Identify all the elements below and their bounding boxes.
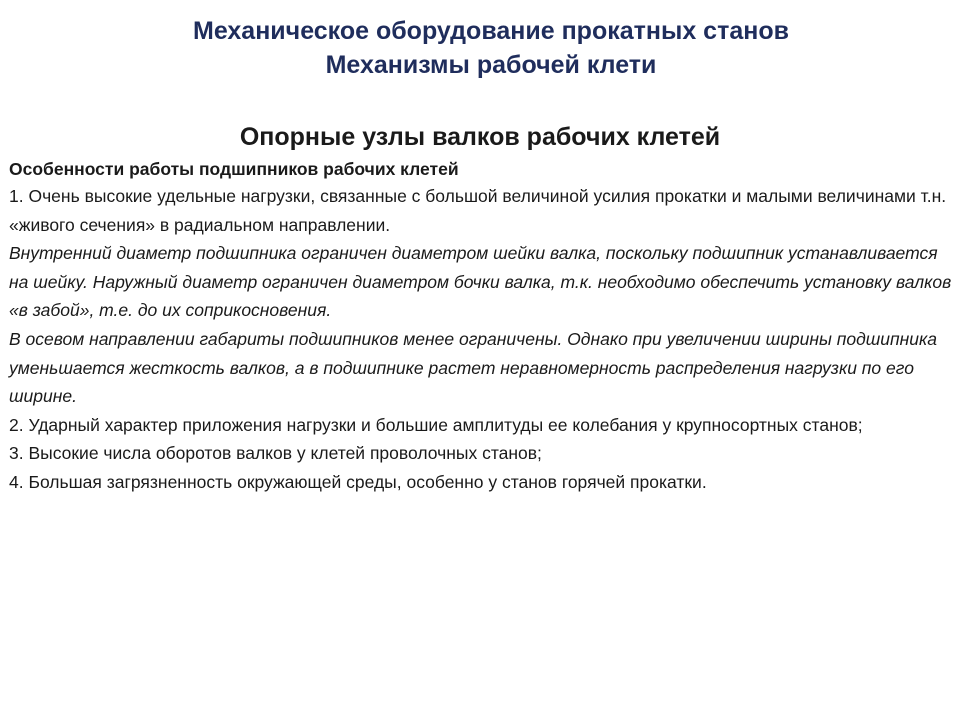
paragraph-point-3: 3. Высокие числа оборотов валков у клетей проволочных станов; [9, 443, 542, 464]
section-heading: Особенности работы подшипников рабочих клетей [9, 159, 459, 179]
title-line-2: Механизмы рабочей клети [325, 51, 657, 79]
slide-subtitle: Опорные узлы валков рабочих клетей [239, 123, 721, 151]
slide-body [9, 156, 954, 497]
paragraph-point-4: 4. Большая загрязненность окружающей среды, особенно у станов горячей прокатки. [9, 471, 707, 492]
paragraph-inner-diameter: Внутренний диаметр подшипника ограничен диаметром шейки валка, поскольку подшипник устанавливается на шейку. Наружный диаметр ограничен диаметром бочки валка, т.к. необходимо обеспечить установку валков «в забой», т.е. до их соприкосновения. [9, 243, 952, 321]
paragraph-point-1: 1. Очень высокие удельные нагрузки, связанные с большой величиной усилия прокатки и малыми величинами т.н. «живого сечения» в радиальном направлении. [9, 186, 947, 235]
title-line-1: Механическое оборудование прокатных станов [193, 17, 789, 45]
slide-title [0, 14, 960, 82]
paragraph-point-2: 2. Ударный характер приложения нагрузки и большие амплитуды ее колебания у крупносортных станов; [9, 414, 863, 435]
paragraph-axial-direction: В осевом направлении габариты подшипников менее ограничены. Однако при увеличении ширины подшипника уменьшается жесткость валков, а в подшипнике растет неравномерность распределения нагрузки по его ширине. [9, 328, 938, 407]
